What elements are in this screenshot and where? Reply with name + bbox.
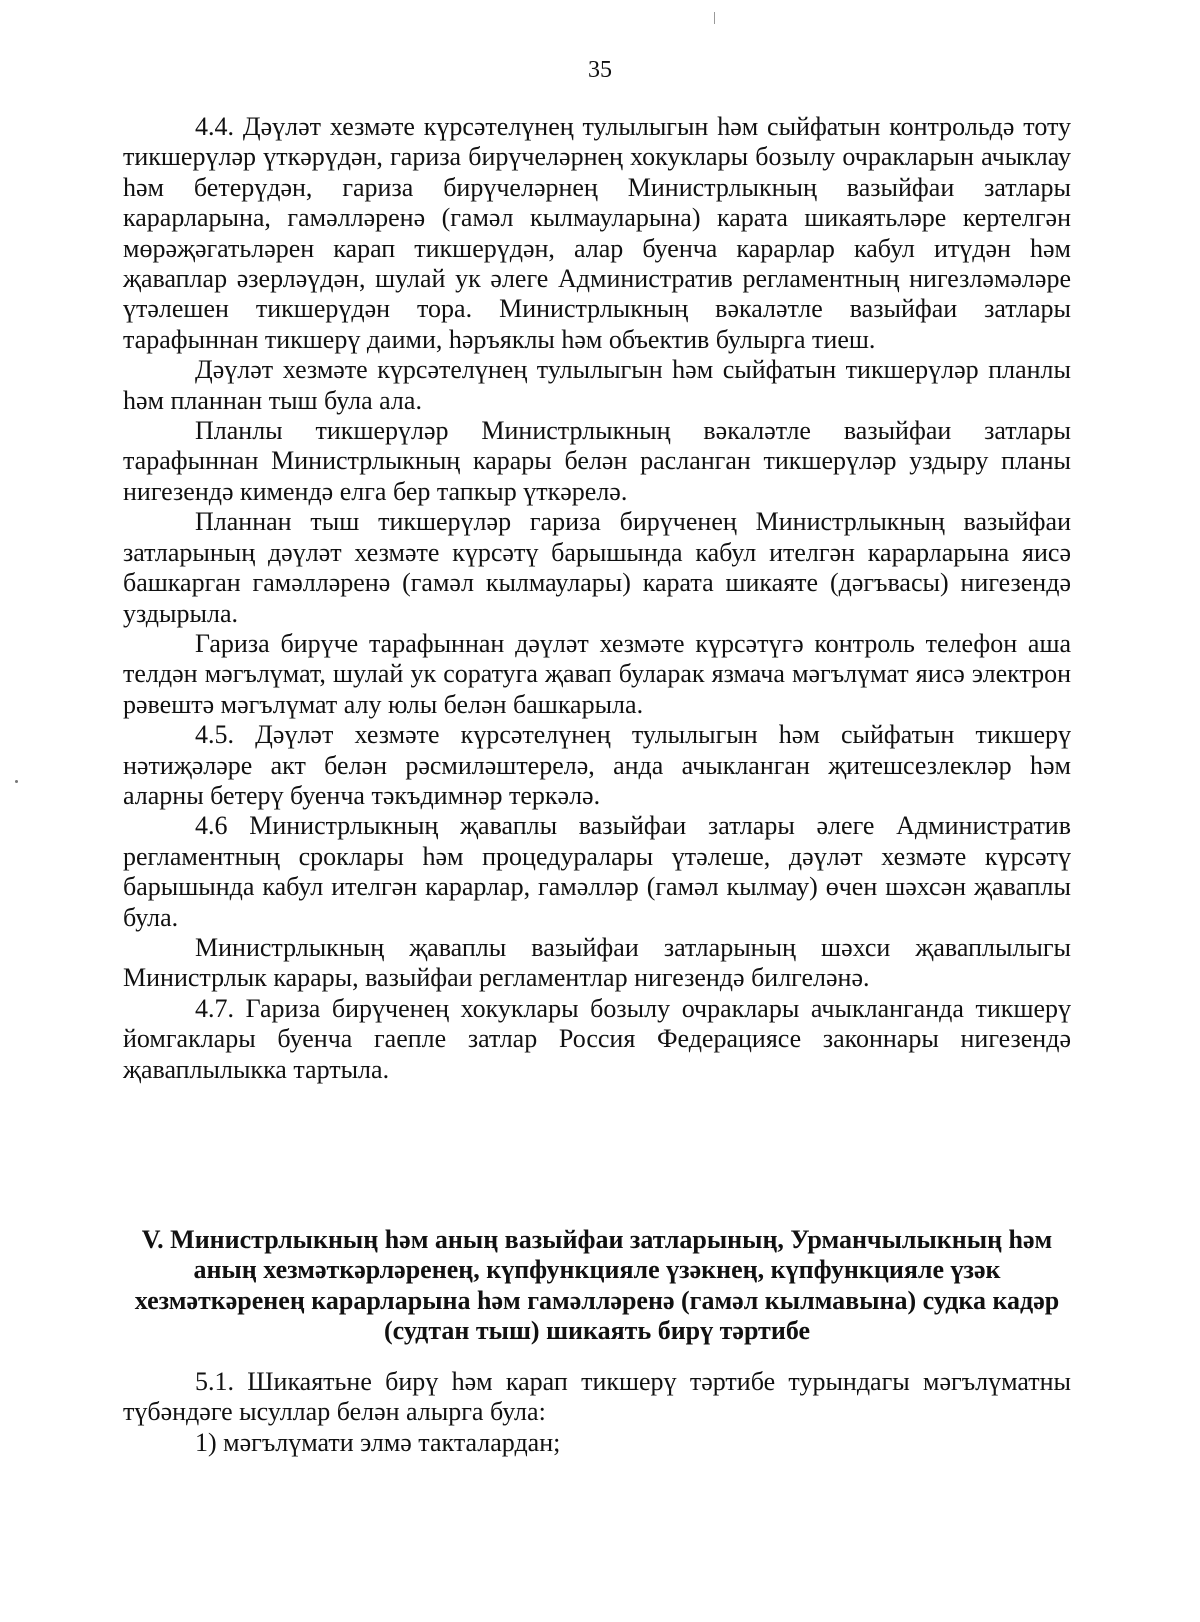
paragraph-5-1: 5.1. Шикаятьне бирү һәм карап тикшерү тәртибе турындагы мәгълүматны түбәндәге ысуллар белән алырга була: xyxy=(123,1367,1071,1427)
page-number: 35 xyxy=(588,57,612,83)
paragraph-personal-responsibility: Министрлыкның җаваплы вазыйфаи затларының шәхси җаваплылыгы Министрлык карары, вазыйфаи регламентлар нигезендә билгеләнә. xyxy=(123,932,1071,993)
paragraph-4-7: 4.7. Гариза бирүченең хокуклары бозылу очраклары ачыкланганда тикшерү йомгаклары буенча гаепле затлар Россия Федерациясе законнары нигезендә җаваплылыкка тартыла. xyxy=(123,993,1071,1084)
paragraph-unplanned-inspections: Планнан тыш тикшерүләр гариза бирүченең Министрлыкның вазыйфаи затларының дәүләт хезмәте күрсәтү барышында кабул ителгән карарларына яисә башкарган гамәлләренә (гамәл кылмаулары) карата шикаяте (дәгъвасы) нигезендә уздырыла. xyxy=(123,507,1071,628)
section-v-heading: V. Министрлыкның һәм аның вазыйфаи затларының, Урманчылыкның һәм аның хезмәткәрләренең, күпфункцияле үзәкнең, күпфункцияле үзәк хезмәткәренең карарларына һәм гамәлләренә (гамәл кылмавына) судка кадәр (судтан тыш) шикаять бирү тәртибе xyxy=(134,1225,1060,1346)
document-body xyxy=(123,112,1071,1085)
scan-artifact-tick xyxy=(714,12,715,24)
paragraph-4-6: 4.6 Министрлыкның җаваплы вазыйфаи затлары әлеге Административ регламентның сроклары һәм процедуралары үтәлеше, дәүләт хезмәте күрсәтү барышында кабул ителгән карарлар, гамәлләр (гамәл кылмау) өчен шәхсән җаваплы була. xyxy=(123,811,1071,932)
scan-artifact-dot xyxy=(15,780,18,783)
paragraph-4-5: 4.5. Дәүләт хезмәте күрсәтелүнең тулылыгын һәм сыйфатын тикшерү нәтиҗәләре акт белән рәсмиләштерелә, анда ачыкланган җитешсезлекләр һәм аларны бетерү буенча тәкъдимнәр теркәлә. xyxy=(123,720,1071,810)
paragraph-4-4: 4.4. Дәүләт хезмәте күрсәтелүнең тулылыгын һәм сыйфатын контрольдә тоту тикшерүләр үткәрүдән, гариза бирүчеләрнең хокуклары бозылу очракларын ачыклау һәм бетерүдән, гариза бирүчеләрнең Министрлыкның вазыйфаи затлары карарларына, гамәлләренә (гамәл кылмауларына) карата шикаятьләре кертелгән мөрәҗәгатьләрен карап тикшерүдән, алар буенча карарлар кабул итүдән һәм җаваплар әзерләүдән, шулай ук әлеге Административ регламентның нигезләмәләре үтәлешен тикшерүдән тора. Министрлыкның вәкаләтле вазыйфаи затлары тарафыннан тикшерү даими, һәръяклы һәм объектив булырга тиеш. xyxy=(123,112,1071,354)
paragraph-planned-inspections: Планлы тикшерүләр Министрлыкның вәкаләтле вазыйфаи затлары тарафыннан Министрлыкның карары белән расланган тикшерүләр уздыру планы нигезендә кимендә елга бер тапкыр үткәрелә. xyxy=(123,416,1071,506)
paragraph-applicant-control: Гариза бирүче тарафыннан дәүләт хезмәте күрсәтүгә контроль телефон аша телдән мәгълүмат, шулай ук соратуга җавап буларак язмача мәгълүмат яисә электрон рәвештә мәгълүмат алу юлы белән башкарыла. xyxy=(123,628,1071,719)
list-item-1: 1) мәгълүмати элмә такталардан; xyxy=(195,1427,561,1457)
paragraph-inspection-types: Дәүләт хезмәте күрсәтелүнең тулылыгын һәм сыйфатын тикшерүләр планлы һәм планнан тыш була ала. xyxy=(123,355,1071,415)
section-v-body xyxy=(123,1367,1071,1458)
